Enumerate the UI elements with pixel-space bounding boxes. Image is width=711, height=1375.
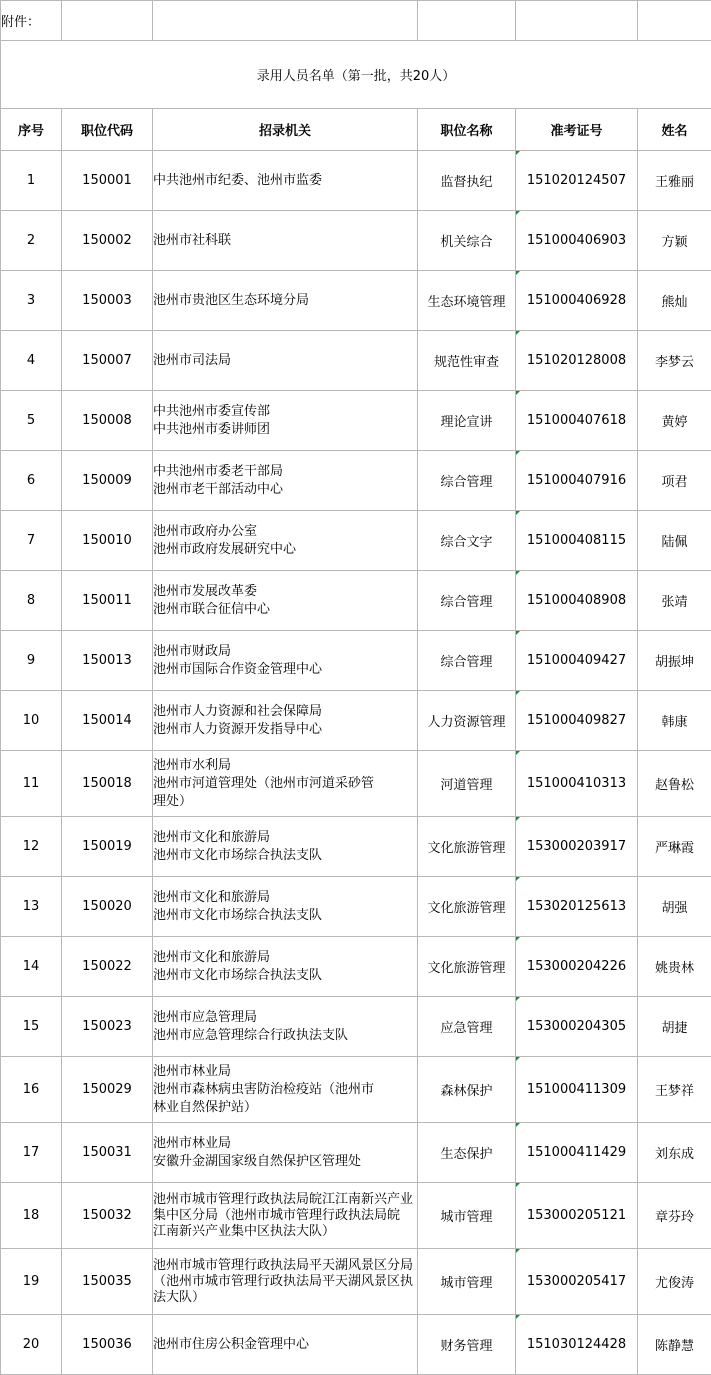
row-exam-no: 151000406928 bbox=[516, 271, 638, 331]
row-name: 熊灿 bbox=[638, 271, 711, 331]
row-position: 生态环境管理 bbox=[418, 271, 516, 331]
table-row bbox=[1, 631, 711, 691]
row-position: 财务管理 bbox=[418, 1315, 516, 1375]
org-line: 池州市政府发展研究中心 bbox=[153, 541, 297, 557]
org-line: 池州市联合征信中心 bbox=[153, 601, 271, 617]
row-seq: 6 bbox=[1, 451, 62, 511]
row-name: 韩康 bbox=[638, 691, 711, 751]
row-org bbox=[153, 1123, 418, 1183]
row-code: 150031 bbox=[62, 1123, 153, 1183]
row-position: 理论宣讲 bbox=[418, 391, 516, 451]
row-seq: 18 bbox=[1, 1183, 62, 1249]
row-seq: 16 bbox=[1, 1057, 62, 1123]
row-code: 150019 bbox=[62, 817, 153, 877]
row-exam-no: 151000407618 bbox=[516, 391, 638, 451]
row-code: 150032 bbox=[62, 1183, 153, 1249]
row-seq: 8 bbox=[1, 571, 62, 631]
row-code: 150013 bbox=[62, 631, 153, 691]
org-line: 池州市文化和旅游局 bbox=[153, 829, 271, 845]
page-title: 录用人员名单（第一批，共20人） bbox=[1, 41, 711, 109]
row-exam-no: 151000407916 bbox=[516, 451, 638, 511]
row-seq: 7 bbox=[1, 511, 62, 571]
row-position: 文化旅游管理 bbox=[418, 877, 516, 937]
row-org bbox=[153, 151, 418, 211]
table-row bbox=[1, 1183, 711, 1249]
org-line: 池州市老干部活动中心 bbox=[153, 481, 284, 497]
attachment-row bbox=[1, 1, 711, 41]
table-row bbox=[1, 1249, 711, 1315]
row-position: 河道管理 bbox=[418, 751, 516, 817]
row-org bbox=[153, 997, 418, 1057]
org-line: 法大队） bbox=[153, 1289, 206, 1305]
row-exam-no: 151000410313 bbox=[516, 751, 638, 817]
row-name: 章芬玲 bbox=[638, 1183, 711, 1249]
attachment-label: 附件： bbox=[1, 1, 62, 41]
row-seq: 12 bbox=[1, 817, 62, 877]
empty-cell bbox=[153, 1, 418, 41]
row-exam-no: 151000411429 bbox=[516, 1123, 638, 1183]
row-exam-no: 151000409427 bbox=[516, 631, 638, 691]
row-seq: 19 bbox=[1, 1249, 62, 1315]
row-exam-no: 151020128008 bbox=[516, 331, 638, 391]
row-exam-no: 151000408115 bbox=[516, 511, 638, 571]
empty-cell bbox=[62, 1, 153, 41]
row-position: 规范性审查 bbox=[418, 331, 516, 391]
table-row bbox=[1, 1123, 711, 1183]
row-seq: 1 bbox=[1, 151, 62, 211]
row-name: 陆佩 bbox=[638, 511, 711, 571]
org-line: 池州市水利局 bbox=[153, 757, 232, 773]
table-row bbox=[1, 271, 711, 331]
row-seq: 2 bbox=[1, 211, 62, 271]
row-exam-no: 153000205121 bbox=[516, 1183, 638, 1249]
row-exam-no: 153000203917 bbox=[516, 817, 638, 877]
row-name: 王梦祥 bbox=[638, 1057, 711, 1123]
org-line: 集中区分局（池州市城市管理行政执法局皖 bbox=[153, 1207, 401, 1223]
row-code: 150009 bbox=[62, 451, 153, 511]
row-name: 尤俊涛 bbox=[638, 1249, 711, 1315]
org-line: 池州市人力资源开发指导中心 bbox=[153, 721, 323, 737]
table-row bbox=[1, 511, 711, 571]
row-org bbox=[153, 271, 418, 331]
row-name: 姚贵林 bbox=[638, 937, 711, 997]
header-code: 职位代码 bbox=[62, 109, 153, 151]
org-line: 池州市政府办公室 bbox=[153, 523, 258, 539]
row-org bbox=[153, 631, 418, 691]
org-line: 池州市森林病虫害防治检疫站（池州市 bbox=[153, 1081, 375, 1097]
org-line: 中共池州市委讲师团 bbox=[153, 421, 271, 437]
row-code: 150011 bbox=[62, 571, 153, 631]
row-name: 严琳霞 bbox=[638, 817, 711, 877]
row-org bbox=[153, 451, 418, 511]
row-position: 生态保护 bbox=[418, 1123, 516, 1183]
row-seq: 14 bbox=[1, 937, 62, 997]
row-position: 综合管理 bbox=[418, 571, 516, 631]
header-seq: 序号 bbox=[1, 109, 62, 151]
row-code: 150001 bbox=[62, 151, 153, 211]
row-org bbox=[153, 331, 418, 391]
row-position: 综合管理 bbox=[418, 451, 516, 511]
row-position: 综合管理 bbox=[418, 631, 516, 691]
row-name: 刘东成 bbox=[638, 1123, 711, 1183]
row-code: 150007 bbox=[62, 331, 153, 391]
row-name: 方颖 bbox=[638, 211, 711, 271]
header-exam-no: 准考证号 bbox=[516, 109, 638, 151]
row-name: 胡捷 bbox=[638, 997, 711, 1057]
row-exam-no: 151020124507 bbox=[516, 151, 638, 211]
row-position: 综合文字 bbox=[418, 511, 516, 571]
empty-cell bbox=[638, 1, 711, 41]
org-line: 理处） bbox=[153, 793, 193, 809]
row-org bbox=[153, 211, 418, 271]
table-row bbox=[1, 1315, 711, 1375]
empty-cell bbox=[418, 1, 516, 41]
row-org bbox=[153, 751, 418, 817]
row-seq: 10 bbox=[1, 691, 62, 751]
row-exam-no: 151000409827 bbox=[516, 691, 638, 751]
org-line: 池州市住房公积金管理中心 bbox=[153, 1336, 310, 1352]
row-org bbox=[153, 817, 418, 877]
row-seq: 4 bbox=[1, 331, 62, 391]
row-exam-no: 151000406903 bbox=[516, 211, 638, 271]
row-org bbox=[153, 1057, 418, 1123]
row-seq: 13 bbox=[1, 877, 62, 937]
org-line: 池州市国际合作资金管理中心 bbox=[153, 661, 323, 677]
row-position: 人力资源管理 bbox=[418, 691, 516, 751]
row-position: 监督执纪 bbox=[418, 151, 516, 211]
row-org bbox=[153, 391, 418, 451]
row-code: 150018 bbox=[62, 751, 153, 817]
row-seq: 9 bbox=[1, 631, 62, 691]
table-row bbox=[1, 937, 711, 997]
table-row bbox=[1, 451, 711, 511]
org-line: 池州市河道管理处（池州市河道采砂管 bbox=[153, 775, 375, 791]
row-org bbox=[153, 571, 418, 631]
table-row bbox=[1, 997, 711, 1057]
title-row bbox=[1, 41, 711, 109]
table-row bbox=[1, 751, 711, 817]
table-row bbox=[1, 877, 711, 937]
org-line: 池州市文化市场综合执法支队 bbox=[153, 847, 323, 863]
org-line: （池州市城市管理行政执法局平天湖风景区执 bbox=[153, 1273, 414, 1289]
row-exam-no: 153000205417 bbox=[516, 1249, 638, 1315]
row-exam-no: 151030124428 bbox=[516, 1315, 638, 1375]
org-line: 池州市发展改革委 bbox=[153, 583, 258, 599]
header-position: 职位名称 bbox=[418, 109, 516, 151]
row-seq: 20 bbox=[1, 1315, 62, 1375]
row-code: 150035 bbox=[62, 1249, 153, 1315]
row-exam-no: 153000204226 bbox=[516, 937, 638, 997]
table-row bbox=[1, 817, 711, 877]
org-line: 池州市应急管理综合行政执法支队 bbox=[153, 1027, 349, 1043]
org-line: 池州市文化和旅游局 bbox=[153, 889, 271, 905]
row-code: 150036 bbox=[62, 1315, 153, 1375]
row-seq: 5 bbox=[1, 391, 62, 451]
row-exam-no: 151000408908 bbox=[516, 571, 638, 631]
org-line: 池州市文化市场综合执法支队 bbox=[153, 907, 323, 923]
org-line: 池州市文化市场综合执法支队 bbox=[153, 967, 323, 983]
row-position: 城市管理 bbox=[418, 1183, 516, 1249]
empty-cell bbox=[516, 1, 638, 41]
org-line: 池州市林业局 bbox=[153, 1135, 232, 1151]
row-name: 胡强 bbox=[638, 877, 711, 937]
header-row bbox=[1, 109, 711, 151]
org-line: 江南新兴产业集中区执法大队） bbox=[153, 1223, 336, 1239]
row-org bbox=[153, 1315, 418, 1375]
org-line: 林业自然保护站） bbox=[153, 1099, 258, 1115]
table-row bbox=[1, 1057, 711, 1123]
org-line: 池州市司法局 bbox=[153, 352, 232, 368]
row-code: 150029 bbox=[62, 1057, 153, 1123]
org-line: 中共池州市委老干部局 bbox=[153, 463, 284, 479]
table-row bbox=[1, 391, 711, 451]
org-line: 池州市文化和旅游局 bbox=[153, 949, 271, 965]
row-exam-no: 153000204305 bbox=[516, 997, 638, 1057]
row-code: 150008 bbox=[62, 391, 153, 451]
row-code: 150020 bbox=[62, 877, 153, 937]
row-name: 胡振坤 bbox=[638, 631, 711, 691]
row-code: 150002 bbox=[62, 211, 153, 271]
row-name: 赵鲁松 bbox=[638, 751, 711, 817]
row-name: 黄婷 bbox=[638, 391, 711, 451]
row-org bbox=[153, 1183, 418, 1249]
row-name: 项君 bbox=[638, 451, 711, 511]
table-row bbox=[1, 331, 711, 391]
org-line: 池州市城市管理行政执法局皖江江南新兴产业 bbox=[153, 1191, 414, 1207]
header-name: 姓名 bbox=[638, 109, 711, 151]
row-seq: 17 bbox=[1, 1123, 62, 1183]
org-line: 池州市社科联 bbox=[153, 232, 232, 248]
row-seq: 3 bbox=[1, 271, 62, 331]
row-org bbox=[153, 877, 418, 937]
row-exam-no: 153020125613 bbox=[516, 877, 638, 937]
row-name: 张靖 bbox=[638, 571, 711, 631]
row-position: 应急管理 bbox=[418, 997, 516, 1057]
org-line: 池州市城市管理行政执法局平天湖风景区分局 bbox=[153, 1257, 414, 1273]
org-line: 池州市应急管理局 bbox=[153, 1009, 258, 1025]
org-line: 池州市贵池区生态环境分局 bbox=[153, 292, 310, 308]
org-line: 池州市林业局 bbox=[153, 1063, 232, 1079]
row-code: 150010 bbox=[62, 511, 153, 571]
row-name: 王雅丽 bbox=[638, 151, 711, 211]
header-org: 招录机关 bbox=[153, 109, 418, 151]
row-code: 150023 bbox=[62, 997, 153, 1057]
row-position: 文化旅游管理 bbox=[418, 817, 516, 877]
row-position: 城市管理 bbox=[418, 1249, 516, 1315]
row-org bbox=[153, 937, 418, 997]
table-row bbox=[1, 571, 711, 631]
row-org bbox=[153, 511, 418, 571]
row-exam-no: 151000411309 bbox=[516, 1057, 638, 1123]
org-line: 池州市人力资源和社会保障局 bbox=[153, 703, 323, 719]
row-code: 150014 bbox=[62, 691, 153, 751]
org-line: 池州市财政局 bbox=[153, 643, 232, 659]
row-name: 李梦云 bbox=[638, 331, 711, 391]
table-row bbox=[1, 211, 711, 271]
org-line: 安徽升金湖国家级自然保护区管理处 bbox=[153, 1153, 362, 1169]
org-line: 中共池州市纪委、池州市监委 bbox=[153, 172, 323, 188]
row-seq: 15 bbox=[1, 997, 62, 1057]
row-seq: 11 bbox=[1, 751, 62, 817]
table-row bbox=[1, 691, 711, 751]
row-name: 陈静慧 bbox=[638, 1315, 711, 1375]
row-code: 150003 bbox=[62, 271, 153, 331]
table-row bbox=[1, 151, 711, 211]
row-org bbox=[153, 1249, 418, 1315]
org-line: 中共池州市委宣传部 bbox=[153, 403, 271, 419]
row-position: 森林保护 bbox=[418, 1057, 516, 1123]
row-position: 机关综合 bbox=[418, 211, 516, 271]
row-code: 150022 bbox=[62, 937, 153, 997]
row-org bbox=[153, 691, 418, 751]
row-position: 文化旅游管理 bbox=[418, 937, 516, 997]
